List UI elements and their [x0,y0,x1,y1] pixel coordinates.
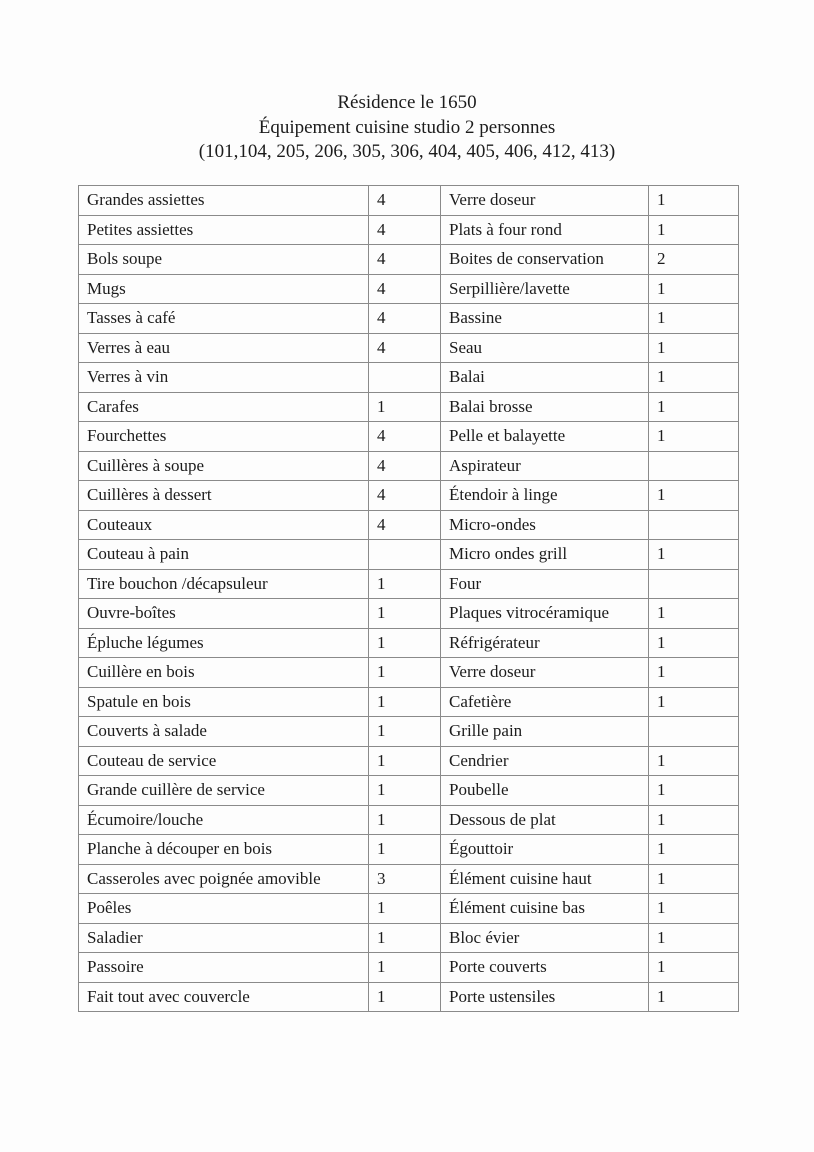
table-row [79,481,739,511]
item-cell-right: Élément cuisine haut [441,864,649,894]
qty-cell-right: 1 [649,333,739,363]
qty-cell-right: 2 [649,245,739,275]
qty-cell-right: 1 [649,894,739,924]
item-cell-right: Balai brosse [441,392,649,422]
table-row [79,658,739,688]
qty-cell-left [369,363,441,393]
equipment-table [78,185,739,1012]
item-cell-left: Grandes assiettes [79,186,369,216]
qty-cell-right: 1 [649,599,739,629]
item-cell-left: Tasses à café [79,304,369,334]
item-cell-right: Bassine [441,304,649,334]
qty-cell-right: 1 [649,304,739,334]
qty-cell-right: 1 [649,805,739,835]
item-cell-right: Cendrier [441,746,649,776]
item-cell-right: Micro-ondes [441,510,649,540]
qty-cell-right: 1 [649,215,739,245]
item-cell-left: Ouvre-boîtes [79,599,369,629]
item-cell-left: Écumoire/louche [79,805,369,835]
item-cell-left: Grande cuillère de service [79,776,369,806]
qty-cell-left: 1 [369,392,441,422]
table-row [79,451,739,481]
table-row [79,245,739,275]
item-cell-left: Verres à vin [79,363,369,393]
item-cell-right: Verre doseur [441,658,649,688]
item-cell-left: Couteau à pain [79,540,369,570]
item-cell-left: Carafes [79,392,369,422]
item-cell-right: Porte couverts [441,953,649,983]
title-line-equipment: Équipement cuisine studio 2 personnes [258,116,556,138]
qty-cell-right: 1 [649,658,739,688]
item-cell-right: Pelle et balayette [441,422,649,452]
qty-cell-left: 1 [369,805,441,835]
qty-cell-left: 1 [369,658,441,688]
item-cell-left: Couteaux [79,510,369,540]
item-cell-left: Couteau de service [79,746,369,776]
qty-cell-left: 4 [369,451,441,481]
item-cell-right: Four [441,569,649,599]
qty-cell-left: 3 [369,864,441,894]
qty-cell-right: 1 [649,481,739,511]
item-cell-left: Mugs [79,274,369,304]
table-row [79,717,739,747]
item-cell-left: Saladier [79,923,369,953]
table-row [79,569,739,599]
item-cell-right: Cafetière [441,687,649,717]
qty-cell-right: 1 [649,835,739,865]
table-row [79,746,739,776]
qty-cell-left: 4 [369,304,441,334]
item-cell-left: Fourchettes [79,422,369,452]
qty-cell-right: 1 [649,923,739,953]
item-cell-right: Bloc évier [441,923,649,953]
table-row [79,422,739,452]
table-row [79,540,739,570]
qty-cell-left: 1 [369,776,441,806]
table-row [79,304,739,334]
qty-cell-left: 1 [369,599,441,629]
item-cell-right: Étendoir à linge [441,481,649,511]
qty-cell-left: 1 [369,717,441,747]
qty-cell-left: 1 [369,569,441,599]
qty-cell-right: 1 [649,540,739,570]
table-row [79,215,739,245]
qty-cell-right: 1 [649,864,739,894]
table-row [79,333,739,363]
qty-cell-right: 1 [649,687,739,717]
item-cell-right: Égouttoir [441,835,649,865]
item-cell-right: Balai [441,363,649,393]
qty-cell-left: 1 [369,894,441,924]
qty-cell-left: 4 [369,274,441,304]
qty-cell-left: 1 [369,746,441,776]
qty-cell-left: 4 [369,422,441,452]
qty-cell-left: 1 [369,953,441,983]
qty-cell-left: 4 [369,215,441,245]
qty-cell-right: 1 [649,953,739,983]
item-cell-left: Bols soupe [79,245,369,275]
item-cell-left: Cuillères à dessert [79,481,369,511]
item-cell-left: Casseroles avec poignée amovible [79,864,369,894]
table-row [79,864,739,894]
item-cell-left: Verres à eau [79,333,369,363]
item-cell-right: Plats à four rond [441,215,649,245]
table-row [79,835,739,865]
table-row [79,186,739,216]
item-cell-right: Micro ondes grill [441,540,649,570]
table-row [79,805,739,835]
table-row [79,510,739,540]
qty-cell-right [649,451,739,481]
title-line-room-numbers: (101,104, 205, 206, 305, 306, 404, 405, 406, 412, 413) [198,141,616,162]
item-cell-right: Plaques vitrocéramique [441,599,649,629]
item-cell-left: Passoire [79,953,369,983]
qty-cell-left: 4 [369,333,441,363]
item-cell-left: Spatule en bois [79,687,369,717]
item-cell-right: Élément cuisine bas [441,894,649,924]
qty-cell-left: 4 [369,245,441,275]
qty-cell-right: 1 [649,776,739,806]
item-cell-right: Serpillière/lavette [441,274,649,304]
equipment-table-body [79,186,739,1012]
qty-cell-right [649,717,739,747]
item-cell-left: Cuillère en bois [79,658,369,688]
qty-cell-right: 1 [649,982,739,1012]
qty-cell-right: 1 [649,628,739,658]
item-cell-left: Planche à découper en bois [79,835,369,865]
table-row [79,982,739,1012]
qty-cell-left: 1 [369,687,441,717]
item-cell-left: Petites assiettes [79,215,369,245]
item-cell-left: Poêles [79,894,369,924]
table-row [79,392,739,422]
table-row [79,274,739,304]
qty-cell-left: 1 [369,923,441,953]
item-cell-right: Boites de conservation [441,245,649,275]
table-row [79,776,739,806]
item-cell-right: Grille pain [441,717,649,747]
table-row [79,953,739,983]
item-cell-left: Tire bouchon /décapsuleur [79,569,369,599]
qty-cell-right [649,510,739,540]
item-cell-right: Verre doseur [441,186,649,216]
qty-cell-left: 1 [369,835,441,865]
item-cell-right: Réfrigérateur [441,628,649,658]
table-row [79,628,739,658]
qty-cell-right: 1 [649,186,739,216]
table-row [79,599,739,629]
table-row [79,363,739,393]
qty-cell-right: 1 [649,392,739,422]
table-row [79,923,739,953]
qty-cell-right: 1 [649,422,739,452]
item-cell-left: Fait tout avec couvercle [79,982,369,1012]
qty-cell-left: 1 [369,982,441,1012]
item-cell-right: Poubelle [441,776,649,806]
qty-cell-right: 1 [649,363,739,393]
item-cell-right: Porte ustensiles [441,982,649,1012]
table-row [79,894,739,924]
qty-cell-left: 1 [369,628,441,658]
item-cell-right: Dessous de plat [441,805,649,835]
qty-cell-right [649,569,739,599]
qty-cell-right: 1 [649,746,739,776]
qty-cell-right: 1 [649,274,739,304]
item-cell-left: Épluche légumes [79,628,369,658]
title-line-residence: Résidence le 1650 [337,92,477,113]
qty-cell-left: 4 [369,186,441,216]
qty-cell-left: 4 [369,481,441,511]
qty-cell-left: 4 [369,510,441,540]
qty-cell-left [369,540,441,570]
item-cell-right: Seau [441,333,649,363]
document-title [0,91,814,165]
item-cell-left: Couverts à salade [79,717,369,747]
item-cell-left: Cuillères à soupe [79,451,369,481]
item-cell-right: Aspirateur [441,451,649,481]
table-row [79,687,739,717]
